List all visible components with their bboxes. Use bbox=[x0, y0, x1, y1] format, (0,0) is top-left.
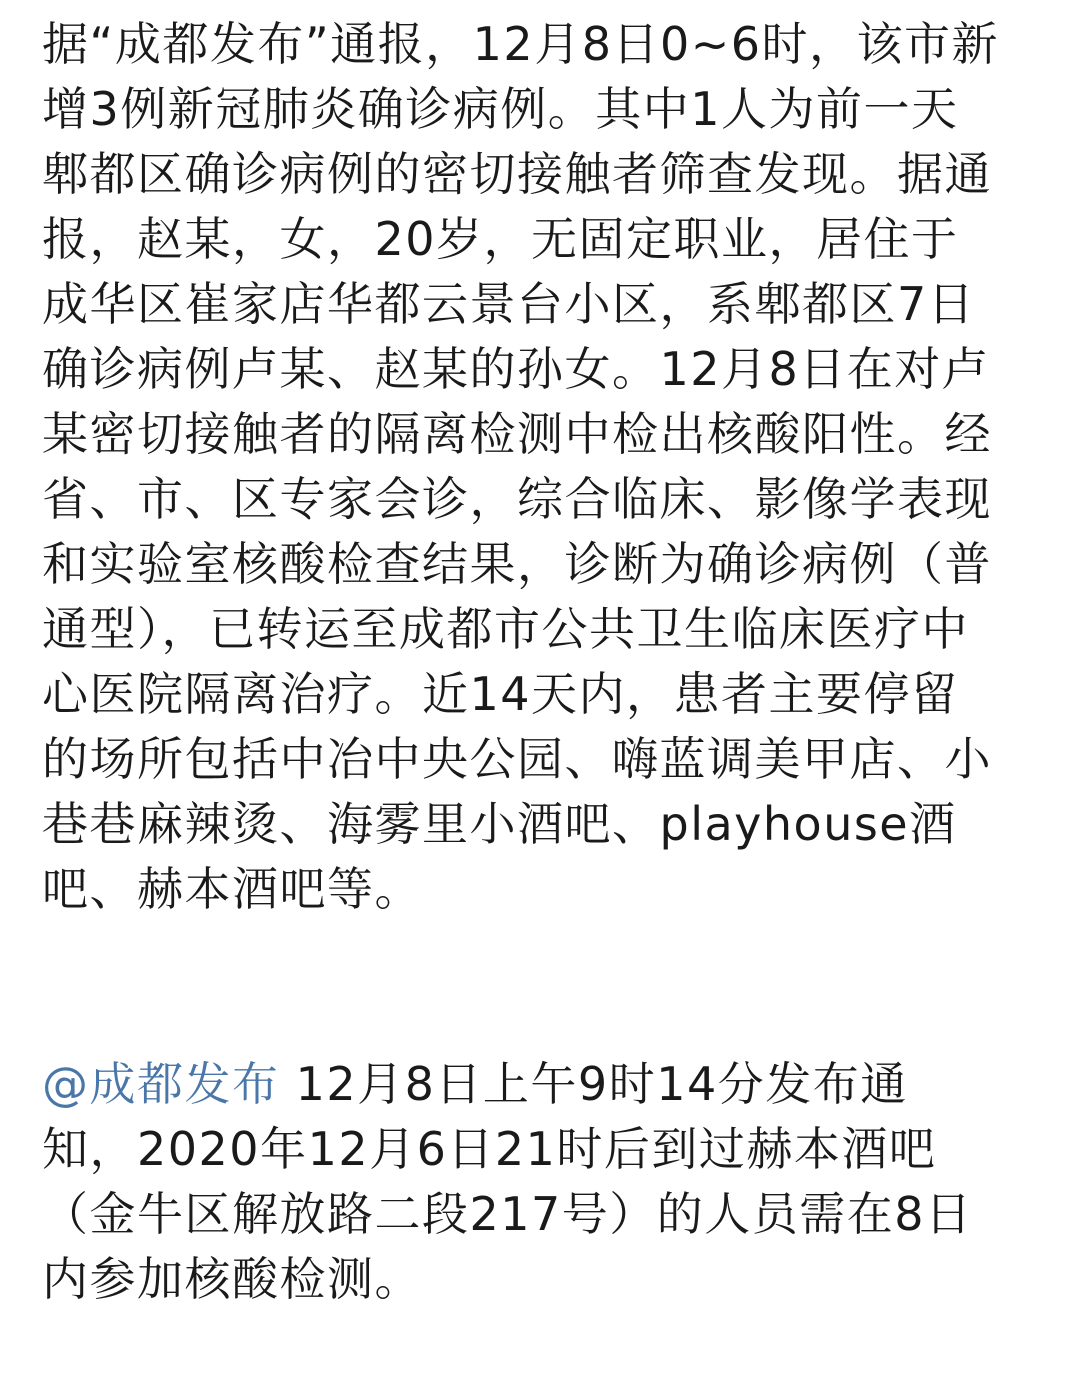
mention-link[interactable]: @成都发布 bbox=[42, 1057, 280, 1111]
paragraph-line: 知，2020年12月6日21时后到过赫本酒吧 bbox=[42, 1122, 937, 1176]
notice-paragraph bbox=[42, 1052, 1039, 1312]
paragraph-line: 吧、赫本酒吧等。 bbox=[42, 862, 422, 916]
paragraph-line: 通型），已转运至成都市公共卫生临床医疗中 bbox=[42, 602, 969, 656]
news-paragraph bbox=[42, 12, 1039, 922]
paragraph-line: 郫都区确诊病例的密切接触者筛查发现。据通 bbox=[42, 147, 992, 201]
paragraph-line: 内参加核酸检测。 bbox=[42, 1252, 422, 1306]
paragraph-line: 报，赵某，女，20岁，无固定职业，居住于 bbox=[42, 212, 959, 266]
paragraph-line: 心医院隔离治疗。近14天内，患者主要停留 bbox=[42, 667, 959, 721]
paragraph-line: 和实验室核酸检查结果，诊断为确诊病例（普 bbox=[42, 537, 992, 591]
paragraph-line: 某密切接触者的隔离检测中检出核酸阳性。经 bbox=[42, 407, 992, 461]
paragraph-line: 确诊病例卢某、赵某的孙女。12月8日在对卢 bbox=[42, 342, 990, 396]
paragraph-line: （金牛区解放路二段217号）的人员需在8日 bbox=[42, 1187, 973, 1241]
paragraph-line bbox=[42, 1052, 1039, 1117]
paragraph-line: 据“成都发布”通报，12月8日0~6时，该市新 bbox=[42, 17, 1000, 71]
paragraph-spacer bbox=[42, 922, 1039, 1052]
paragraph-line: 成华区崔家店华都云景台小区，系郫都区7日 bbox=[42, 277, 976, 331]
paragraph-line: 的场所包括中冶中央公园、嗨蓝调美甲店、小 bbox=[42, 732, 992, 786]
notice-text: 12月8日上午9时14分发布通 bbox=[279, 1057, 908, 1111]
paragraph-line: 巷巷麻辣烫、海雾里小酒吧、playhouse酒 bbox=[42, 797, 957, 851]
paragraph-line: 增3例新冠肺炎确诊病例。其中1人为前一天 bbox=[42, 82, 959, 136]
paragraph-line: 省、市、区专家会诊，综合临床、影像学表现 bbox=[42, 472, 992, 526]
